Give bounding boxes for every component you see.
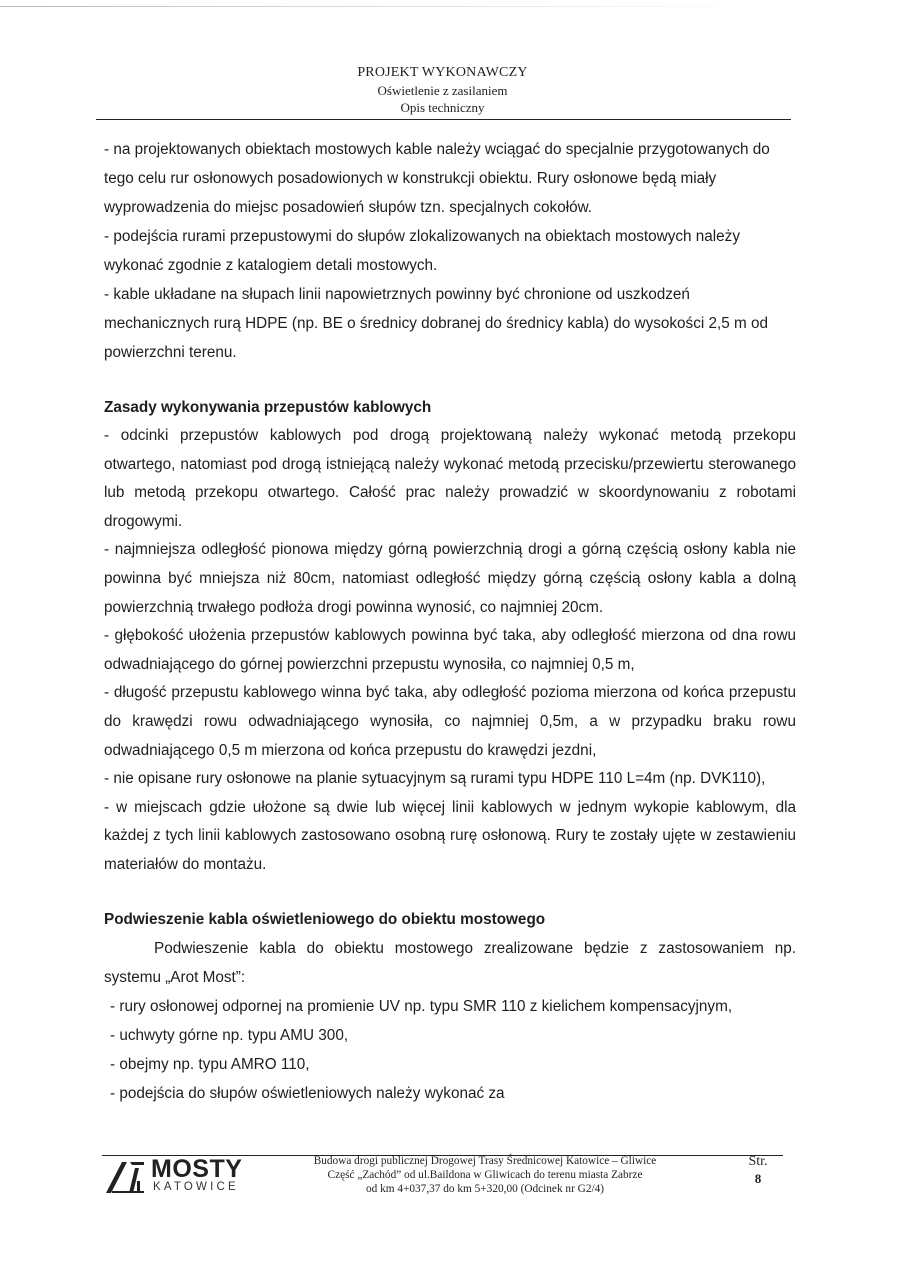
list-item: - rury osłonowej odpornej na promienie UV np. typu SMR 110 z kielichem kompensacyjnym, [110,997,733,1015]
logo-name: MOSTY [151,1155,243,1183]
section-heading-culverts: Zasady wykonywania przepustów kablowych [104,399,432,416]
footer-project-info [300,1154,670,1196]
paragraph: - długość przepustu kablowego winna być taka, aby odległość pozioma mierzona od końca przepustu do krawędzi rowu odwadniającego wynosiła, co najmniej 0,5m, a w przypadku braku rowu odwadniającego 0,5 m mierzona od końca przepustu do krawędzi jezdni, [104,684,796,759]
paragraph: - najmniejsza odległość pionowa między górną powierzchnią drogi a górną częścią osłony kabla nie powinna być mniejsza niż 80cm, natomiast odległość między górną częścią osłony kabla a dolną powierzchnią trwałego podłoża drogi powinna wynosić, co najmniej 20cm. [104,541,796,616]
logo-city: KATOWICE [153,1181,239,1193]
header-document-type: Opis techniczny [400,100,485,115]
list-item: - podejścia do słupów oświetleniowych należy wykonać za [110,1084,505,1102]
list-item: - obejmy np. typu AMRO 110, [110,1055,310,1073]
document-body [104,135,796,1108]
page-label: Str. [748,1154,768,1169]
paragraph: Podwieszenie kabla do obiektu mostowego zrealizowane będzie z zastosowaniem np. systemu „Arot Most”: [104,939,796,986]
paragraph: - kable układane na słupach linii napowietrznych powinny być chronione od uszkodzeń mechanicznych rurą HDPE (np. BE o średnicy dobranej do średnicy kabla) do wysokości 2,5 m od powierzchni terenu. [104,286,769,361]
header-subject: Oświetlenie z zasilaniem [377,83,508,98]
paragraph: - odcinki przepustów kablowych pod drogą projektowaną należy wykonać metodą przekopu otwartego, natomiast pod drogą istniejącą należy wykonać metodą przecisku/przewiertu sterowanego lub metodą przekopu otwartego. Całość prac należy prowadzić w skoordynowaniu z robotami drogowymi. [104,427,796,530]
mosty-logo-icon [104,1159,148,1195]
scan-edge-line [0,6,760,7]
section-intro [104,135,796,367]
footer-project-line: Budowa drogi publicznej Drogowej Trasy Średnicowej Katowice – Gliwice [313,1155,657,1167]
paragraph: - podejścia rurami przepustowymi do słupów zlokalizowanych na obiektach mostowych należy wykonać zgodnie z katalogiem detali mostowych. [104,228,740,274]
page-number-block [738,1153,778,1187]
header-divider [96,119,791,120]
paragraph: - na projektowanych obiektach mostowych kable należy wciągać do specjalnie przygotowanych do tego celu rur osłonowych posadowionych w konstrukcji obiektu. Rury osłonowe będą miały wyprowadzenia do miejsc posadowień słupów tzn. specjalnych cokołów. [104,141,770,216]
paragraph: - w miejscach gdzie ułożone są dwie lub więcej linii kablowych w jednym wykopie kablowym, dla każdej z tych linii kablowych zastosowano osobną rurę osłonową. Rury te zostały ujęte w zestawieniu materiałów do montażu. [104,798,796,873]
footer-project-line: od km 4+037,37 do km 5+320,00 (Odcinek nr G2/4) [365,1183,605,1195]
paragraph: - nie opisane rury osłonowe na planie sytuacyjnym są rurami typu HDPE 110 L=4m (np. DVK110), [104,770,766,788]
page-header [96,64,789,116]
paragraph: - głębokość ułożenia przepustów kablowych powinna być taka, aby odległość mierzona od dna rowu odwadniającego do górnej powierzchni przepustu wynosiła, co najmniej 0,5 m, [104,627,796,673]
company-logo [104,1157,254,1197]
page-number: 8 [754,1171,762,1186]
footer-project-line: Część „Zachód” od ul.Baildona w Gliwicach do terenu miasta Zabrze [327,1169,643,1181]
header-project-type: PROJEKT WYKONAWCZY [357,65,528,80]
section-suspension [104,934,796,1108]
section-culverts [104,422,796,880]
list-item: - uchwyty górne np. typu AMU 300, [110,1026,349,1044]
section-heading-suspension: Podwieszenie kabla oświetleniowego do obiektu mostowego [104,910,546,928]
